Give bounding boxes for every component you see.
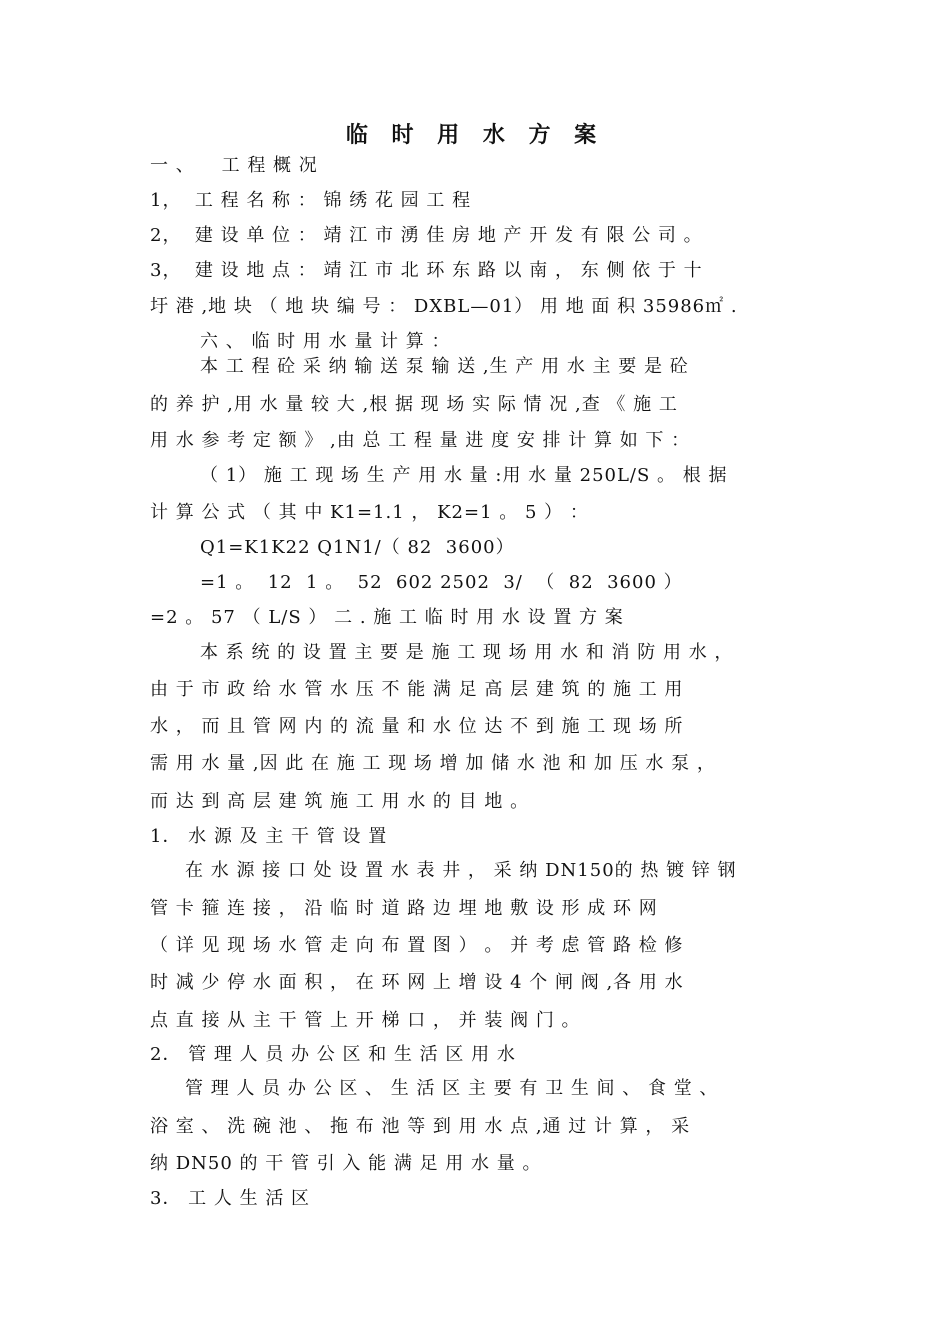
paragraph-line: 时 减 少 停 水 面 积 ， 在 环 网 上 增 设 4 个 闸 阀 ,各 用 水 bbox=[150, 972, 684, 993]
paragraph-line: 浴 室 、 洗 碗 池 、 拖 布 池 等 到 用 水 点 ,通 过 计 算 ， 采 bbox=[150, 1116, 691, 1137]
paragraph-line: 3， 建 设 地 点 ： 靖 江 市 北 环 东 路 以 南 ， 东 侧 依 于 十 bbox=[150, 260, 703, 281]
paragraph-line: 水 ， 而 且 管 网 内 的 流 量 和 水 位 达 不 到 施 工 现 场 所 bbox=[150, 716, 684, 737]
paragraph-line: 1， 工 程 名 称 ： 锦 绣 花 园 工 程 bbox=[150, 190, 472, 211]
paragraph-line: 管 卡 箍 连 接 ， 沿 临 时 道 路 边 埋 地 敷 设 形 成 环 网 bbox=[150, 898, 658, 919]
paragraph-line: 圩 港 ,地 块 （ 地 块 编 号 ： DXBL—01） 用 地 面 积 35986㎡ . bbox=[150, 296, 738, 317]
paragraph-line: 计 算 公 式 （ 其 中 K1=1.1 ， K2=1 。 5 ） ： bbox=[150, 502, 589, 523]
paragraph-line: 的 养 护 ,用 水 量 较 大 ,根 据 现 场 实 际 情 况 ,查 《 施 工 bbox=[150, 394, 678, 415]
paragraph-line: 本 系 统 的 设 置 主 要 是 施 工 现 场 用 水 和 消 防 用 水 ， bbox=[200, 642, 734, 663]
paragraph-line: 由 于 市 政 给 水 管 水 压 不 能 满 足 高 层 建 筑 的 施 工 用 bbox=[150, 679, 684, 700]
section-heading-overview: 一 、 工 程 概 况 bbox=[150, 155, 318, 176]
section-heading-water-calculation: 六 、 临 时 用 水 量 计 算 ： bbox=[200, 331, 451, 352]
paragraph-line: （ 1） 施 工 现 场 生 产 用 水 量 :用 水 量 250L/S 。 根 据 bbox=[200, 465, 728, 486]
paragraph-line: 用 水 参 考 定 额 》 ,由 总 工 程 量 进 度 安 排 计 算 如 下 ： bbox=[150, 430, 691, 451]
paragraph-line: 点 直 接 从 主 干 管 上 开 梯 口 ， 并 装 阀 门 。 bbox=[150, 1010, 581, 1031]
paragraph-line: 2， 建 设 单 位 ： 靖 江 市 湧 佳 房 地 产 开 发 有 限 公 司 。 bbox=[150, 225, 703, 246]
formula-line: Q1=K1K22 Q1N1/（ 82 3600） bbox=[200, 537, 515, 558]
paragraph-line: 需 用 水 量 ,因 此 在 施 工 现 场 增 加 储 水 池 和 加 压 水 泵 ， bbox=[150, 753, 716, 774]
paragraph-line: =2 。 57 （ L/S ） 二 . 施 工 临 时 用 水 设 置 方 案 bbox=[150, 607, 624, 628]
paragraph-line: 本 工 程 砼 采 纳 输 送 泵 输 送 ,生 产 用 水 主 要 是 砼 bbox=[200, 356, 689, 377]
document-title: 临 时 用 水 方 案 bbox=[345, 123, 605, 148]
paragraph-line: 管 理 人 员 办 公 区 、 生 活 区 主 要 有 卫 生 间 、 食 堂 、 bbox=[185, 1078, 719, 1099]
paragraph-line: 而 达 到 高 层 建 筑 施 工 用 水 的 目 地 。 bbox=[150, 791, 530, 812]
section-heading-office-water: 2． 管 理 人 员 办 公 区 和 生 活 区 用 水 bbox=[150, 1044, 516, 1065]
paragraph-line: 纳 DN50 的 干 管 引 入 能 满 足 用 水 量 。 bbox=[150, 1153, 542, 1174]
formula-line: =1 。 12 1 。 52 602 2502 3/ （ 82 3600 ） bbox=[200, 572, 683, 593]
section-heading-worker-living-area: 3． 工 人 生 活 区 bbox=[150, 1188, 311, 1209]
paragraph-line: （ 详 见 现 场 水 管 走 向 布 置 图 ） 。 并 考 虑 管 路 检 修 bbox=[150, 935, 684, 956]
section-heading-water-source: 1． 水 源 及 主 干 管 设 置 bbox=[150, 826, 388, 847]
paragraph-line: 在 水 源 接 口 处 设 置 水 表 井 ， 采 纳 DN150的 热 镀 锌 钢 bbox=[185, 860, 737, 881]
